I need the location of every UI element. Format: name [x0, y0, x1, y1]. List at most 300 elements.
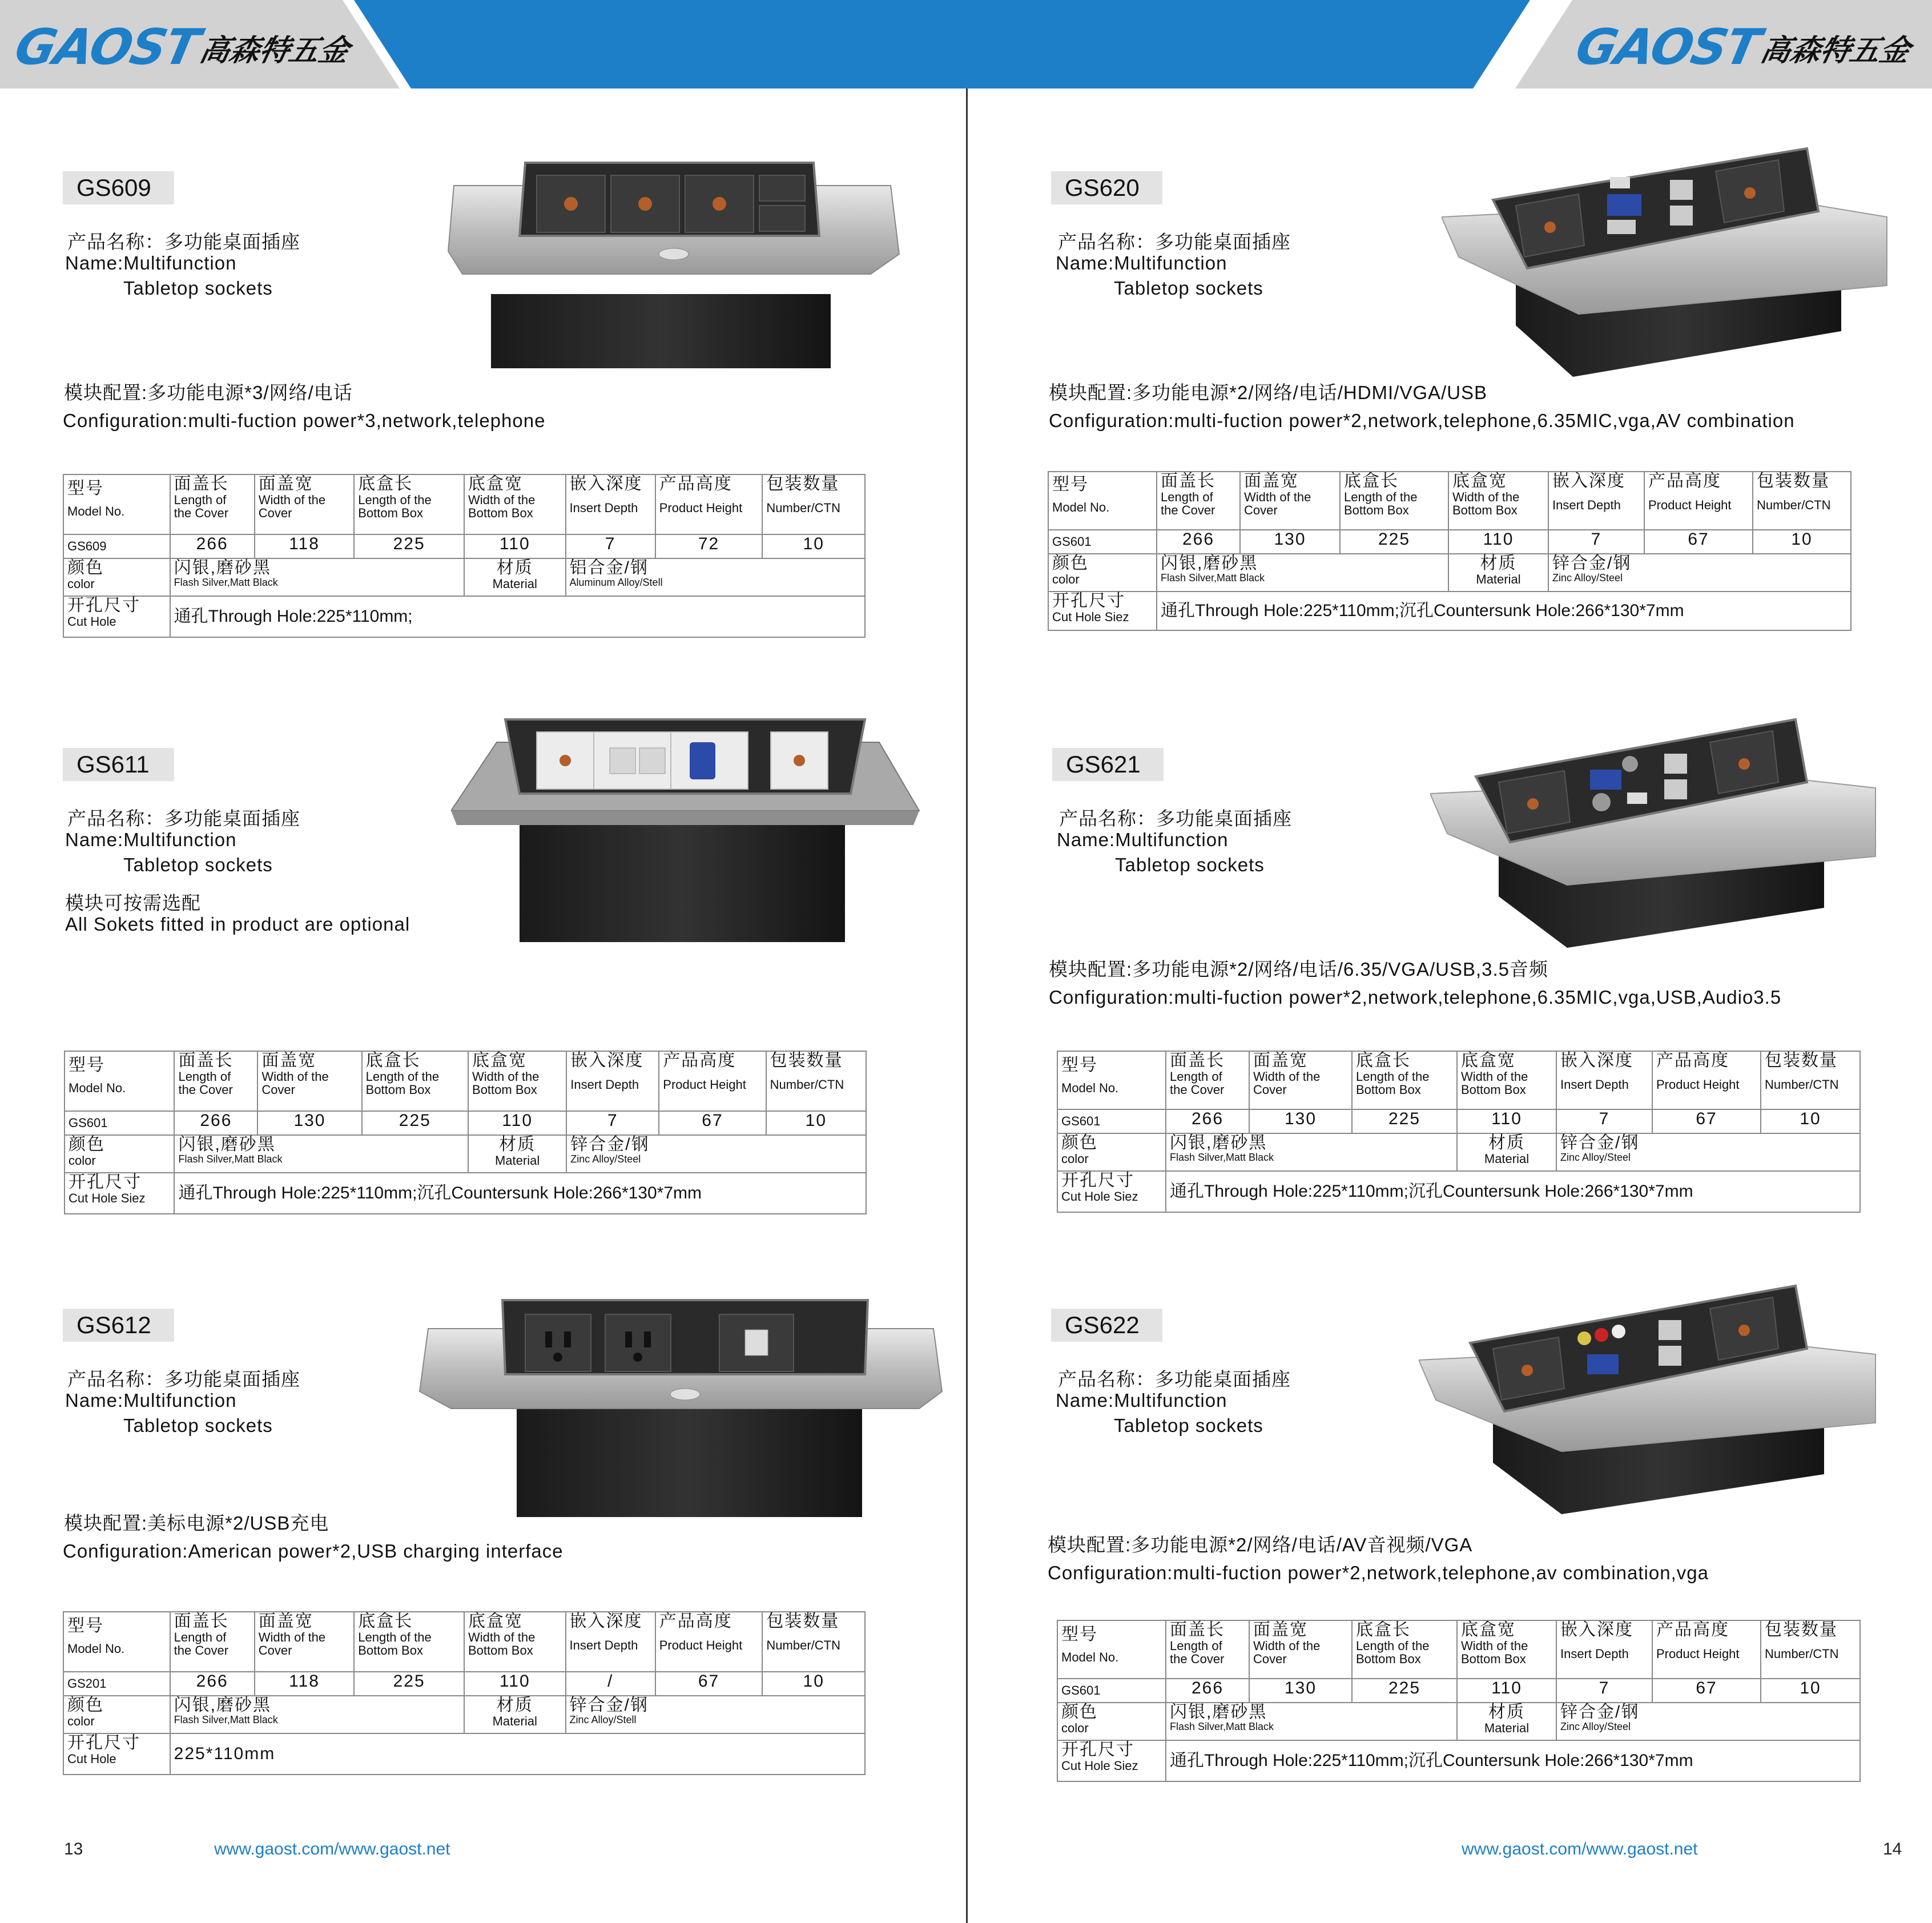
hdr-hole-zh: 开孔尺寸 [69, 1173, 142, 1192]
product-photo [1430, 697, 1881, 948]
hdr-box-width-en: Width of the [472, 1069, 540, 1084]
product-photo [1419, 1274, 1881, 1514]
material-value-zh: 铝合金/钢 [569, 558, 649, 577]
cell-cover-width: 130 [1240, 530, 1340, 554]
cell-model: GS601 [1057, 1679, 1166, 1703]
cell-box-length: 225 [1340, 530, 1448, 554]
cell-box-width: 110 [464, 534, 566, 558]
hdr-model-en: Model No. [1052, 500, 1110, 514]
config-en: Configuration:multi-fuction power*2,network,telephone,av combination,vga [1048, 1562, 1709, 1583]
hdr-cover-width-en: Width of the [1244, 489, 1311, 504]
hdr-qty-zh: 包装数量 [766, 474, 840, 493]
hdr-height-en: Product Height [659, 1638, 743, 1652]
spec-table [1048, 471, 1852, 631]
hdr-height-zh: 产品高度 [659, 1612, 732, 1631]
hdr-cover-length-zh: 面盖长 [1170, 1051, 1225, 1070]
cell-cover-length: 266 [1166, 1109, 1249, 1133]
cell-model: GS609 [63, 534, 170, 558]
material-value-zh: 锌合金/钢 [1560, 1133, 1640, 1152]
product-section-gs611 [63, 748, 919, 1233]
hdr-depth-en: Insert Depth [569, 500, 638, 515]
cell-cover-length: 266 [1157, 530, 1240, 554]
hdr-model-zh: 型号 [67, 479, 104, 498]
page-header [0, 0, 1932, 88]
hdr-height-zh: 产品高度 [1656, 1051, 1729, 1070]
product-name-en-line2: Tabletop sockets [123, 277, 273, 299]
hdr-box-length-en: Length of the [1356, 1069, 1430, 1084]
spec-table [1057, 1620, 1861, 1782]
hdr-hole-zh: 开孔尺寸 [1052, 592, 1125, 610]
cell-cover-width: 118 [255, 534, 354, 558]
config-zh: 模块配置:美标电源*2/USB充电 [64, 1512, 329, 1534]
brand-name-zh: 高森特五金 [196, 33, 353, 68]
brand-name-en: GAOST [1571, 19, 1765, 76]
hdr-qty-en: Number/CTN [766, 1638, 840, 1652]
hdr-cover-width-en-2: Cover [258, 505, 292, 520]
cell-cover-length: 266 [174, 1111, 257, 1135]
color-value-zh: 闪银,磨砂黑 [1170, 1133, 1267, 1152]
product-name-en: Name:Multifunction [1056, 1390, 1227, 1411]
hdr-color-en: color [67, 1713, 95, 1728]
cell-cover-length: 266 [170, 534, 255, 558]
product-name-en-line2: Tabletop sockets [1115, 854, 1265, 875]
material-value-zh: 锌合金/钢 [569, 1696, 649, 1715]
hdr-material-zh: 材质 [1488, 1703, 1525, 1721]
model-tag: GS609 [63, 171, 174, 204]
page-spine-divider [966, 88, 968, 1923]
hdr-height-en: Product Height [1656, 1077, 1740, 1092]
config-en: Configuration:multi-fuction power*2,network,telephone,6.35MIC,vga,USB,Audio3.5 [1049, 987, 1782, 1008]
product-name-en-line2: Tabletop sockets [1114, 1415, 1263, 1436]
product-section-gs622 [1048, 1309, 1904, 1794]
hdr-qty-zh: 包装数量 [1765, 1620, 1838, 1639]
hdr-hole-en: Cut Hole [67, 1751, 116, 1766]
hdr-box-length-zh: 底盒长 [1356, 1051, 1411, 1070]
hdr-hole-en: Cut Hole [67, 614, 116, 629]
hdr-cover-length-en-2: the Cover [1161, 502, 1215, 517]
hdr-box-width-en: Width of the [1452, 489, 1520, 504]
hdr-material-zh: 材质 [1480, 554, 1517, 573]
config-en: Configuration:multi-fuction power*2,network,telephone,6.35MIC,vga,AV combination [1049, 410, 1795, 431]
hdr-cover-length-zh: 面盖长 [1170, 1620, 1225, 1639]
hdr-color-zh: 颜色 [1061, 1703, 1098, 1721]
material-value-en: Zinc Alloy/Steel [570, 1153, 641, 1165]
website-link-left[interactable]: www.gaost.com/www.gaost.net [214, 1840, 450, 1858]
hdr-cover-length-en: Length of [174, 492, 227, 507]
cell-depth: 7 [566, 1111, 659, 1135]
hdr-color-en: color [69, 1153, 96, 1168]
hdr-box-length-en-2: Bottom Box [358, 1643, 423, 1658]
hdr-cover-width-zh: 面盖宽 [261, 1051, 317, 1070]
hdr-cover-length-en-2: the Cover [174, 505, 229, 520]
product-name-en-line2: Tabletop sockets [1114, 277, 1263, 299]
hdr-depth-en: Insert Depth [1552, 497, 1621, 512]
cell-height: 67 [1652, 1679, 1761, 1703]
hdr-cover-width-en-2: Cover [1244, 502, 1278, 517]
page-number-right: 14 [1883, 1840, 1902, 1858]
hdr-qty-en: Number/CTN [1765, 1077, 1839, 1092]
cell-cover-width: 130 [1249, 1109, 1352, 1133]
hdr-hole-zh: 开孔尺寸 [67, 596, 140, 615]
hdr-box-length-zh: 底盒长 [358, 1612, 413, 1631]
cell-height: 72 [655, 534, 763, 558]
hdr-box-width-zh: 底盒宽 [1461, 1620, 1516, 1639]
hdr-box-width-en-2: Bottom Box [468, 505, 533, 520]
cell-cover-length: 266 [1166, 1679, 1249, 1703]
hdr-cover-width-en: Width of the [1253, 1069, 1321, 1084]
hdr-hole-zh: 开孔尺寸 [1061, 1171, 1134, 1190]
hdr-material-zh: 材质 [496, 1696, 533, 1715]
optional-note-en: All Sokets fitted in product are optional [65, 914, 410, 935]
config-zh: 模块配置:多功能电源*2/网络/电话/HDMI/VGA/USB [1049, 382, 1488, 403]
hdr-qty-zh: 包装数量 [766, 1612, 840, 1631]
hdr-cover-width-en: Width of the [1253, 1638, 1321, 1653]
material-value-zh: 锌合金/钢 [570, 1135, 650, 1154]
hdr-color-zh: 颜色 [1052, 554, 1089, 573]
hdr-box-width-en: Width of the [468, 1630, 536, 1644]
cell-model: GS601 [1048, 530, 1157, 554]
product-section-gs612 [63, 1309, 919, 1794]
product-name-en: Name:Multifunction [1056, 252, 1227, 273]
cell-depth: / [566, 1672, 655, 1696]
product-section-gs621 [1048, 748, 1904, 1233]
cell-qty: 10 [766, 1111, 866, 1135]
hdr-cover-length-zh: 面盖长 [174, 474, 229, 493]
product-name-en: Name:Multifunction [1057, 829, 1229, 850]
cell-cover-width: 130 [1249, 1679, 1352, 1703]
color-value-en: Flash Silver,Matt Black [178, 1153, 283, 1165]
color-value-zh: 闪银,磨砂黑 [174, 1696, 271, 1715]
hdr-depth-en: Insert Depth [1560, 1077, 1629, 1092]
cell-box-length: 225 [354, 1672, 464, 1696]
color-value-zh: 闪银,磨砂黑 [174, 558, 271, 577]
hdr-height-en: Product Height [1656, 1646, 1740, 1661]
hdr-cover-width-zh: 面盖宽 [258, 1612, 313, 1631]
hdr-box-length-zh: 底盒长 [365, 1051, 421, 1070]
color-value-en: Flash Silver,Matt Black [174, 576, 278, 588]
hdr-model-en: Model No. [67, 1641, 125, 1656]
hdr-box-width-en-2: Bottom Box [1452, 502, 1518, 517]
cell-depth: 7 [566, 534, 655, 558]
model-tag: GS622 [1051, 1309, 1162, 1342]
cell-cover-width: 130 [257, 1111, 361, 1135]
color-value-en: Flash Silver,Matt Black [1161, 572, 1265, 584]
hdr-qty-en: Number/CTN [1765, 1646, 1839, 1661]
product-name-zh: 产品名称：多功能桌面插座 [67, 808, 300, 829]
hdr-hole-zh: 开孔尺寸 [67, 1733, 140, 1752]
hdr-depth-zh: 嵌入深度 [569, 1612, 643, 1631]
hdr-model-zh: 型号 [69, 1056, 105, 1075]
hdr-height-en: Product Height [659, 500, 743, 515]
hdr-box-length-en-2: Bottom Box [1344, 502, 1409, 517]
config-en: Configuration:multi-fuction power*3,network,telephone [63, 410, 546, 431]
hdr-cover-length-zh: 面盖长 [178, 1051, 234, 1070]
cell-qty: 10 [1753, 530, 1851, 554]
hdr-cover-width-en-2: Cover [258, 1643, 292, 1658]
hdr-cover-length-en-2: the Cover [174, 1643, 229, 1658]
model-tag: GS621 [1052, 748, 1164, 781]
page-number-left: 13 [64, 1840, 83, 1858]
hdr-qty-en: Number/CTN [766, 500, 840, 515]
hdr-box-length-en-2: Bottom Box [365, 1082, 431, 1097]
cell-depth: 7 [1556, 1109, 1652, 1133]
hdr-depth-zh: 嵌入深度 [569, 474, 643, 493]
hdr-color-zh: 颜色 [67, 1696, 104, 1715]
cell-box-width: 110 [464, 1672, 566, 1696]
cell-qty: 10 [1761, 1109, 1860, 1133]
product-photo [437, 151, 905, 374]
cell-model: GS201 [63, 1672, 170, 1696]
hdr-cover-length-en: Length of [1161, 489, 1213, 504]
hdr-material-en: Material [1476, 572, 1521, 586]
cell-box-length: 225 [1352, 1679, 1457, 1703]
hdr-cover-length-zh: 面盖长 [1161, 472, 1215, 490]
cell-box-width: 110 [1457, 1109, 1556, 1133]
spec-table [63, 1611, 866, 1775]
hdr-box-width-en-2: Bottom Box [1461, 1082, 1526, 1097]
hdr-box-length-zh: 底盒长 [358, 474, 413, 493]
spec-table [1057, 1051, 1861, 1213]
hdr-hole-en: Cut Hole Siez [1061, 1189, 1138, 1204]
hdr-material-zh: 材质 [499, 1135, 536, 1154]
product-name-zh: 产品名称：多功能桌面插座 [1058, 231, 1291, 252]
cell-box-length: 225 [354, 534, 464, 558]
color-value-zh: 闪银,磨砂黑 [1161, 554, 1258, 573]
hdr-color-en: color [1061, 1151, 1089, 1166]
hdr-material-en: Material [1484, 1720, 1530, 1735]
hdr-material-en: Material [492, 576, 537, 591]
hdr-height-en: Product Height [663, 1077, 746, 1092]
product-section-gs609 [63, 171, 919, 657]
product-name-en: Name:Multifunction [65, 829, 237, 850]
hdr-cover-width-en-2: Cover [261, 1082, 295, 1097]
hdr-box-width-en-2: Bottom Box [468, 1643, 533, 1658]
product-section-gs620 [1048, 171, 1904, 657]
hole-value: 通孔Through Hole:225*110mm; [170, 596, 865, 637]
cell-depth: 7 [1556, 1679, 1652, 1703]
material-value-en: Zinc Alloy/Steel [1560, 1720, 1631, 1732]
hdr-box-width-en-2: Bottom Box [472, 1082, 537, 1097]
hdr-cover-width-en-2: Cover [1253, 1082, 1287, 1097]
brand-logo-left [10, 19, 353, 76]
hdr-cover-width-zh: 面盖宽 [1244, 472, 1299, 490]
hdr-box-width-zh: 底盒宽 [468, 474, 523, 493]
hdr-box-length-en-2: Bottom Box [1356, 1082, 1421, 1097]
hdr-hole-en: Cut Hole Siez [1052, 609, 1129, 624]
hdr-depth-zh: 嵌入深度 [1560, 1620, 1633, 1639]
cell-qty: 10 [1761, 1679, 1860, 1703]
hdr-box-length-en-2: Bottom Box [358, 505, 423, 520]
model-tag: GS620 [1051, 171, 1162, 204]
header-blue-band [354, 0, 1530, 88]
hdr-cover-width-zh: 面盖宽 [1253, 1051, 1308, 1070]
hdr-qty-zh: 包装数量 [770, 1051, 843, 1070]
hdr-box-width-en-2: Bottom Box [1461, 1651, 1526, 1666]
hdr-box-length-en: Length of the [358, 492, 432, 507]
material-value-en: Aluminum Alloy/Stell [569, 576, 663, 588]
config-en: Configuration:American power*2,USB charging interface [63, 1540, 564, 1562]
color-value-en: Flash Silver,Matt Black [174, 1713, 278, 1725]
cell-cover-length: 266 [170, 1672, 255, 1696]
hdr-model-zh: 型号 [1061, 1056, 1098, 1075]
hdr-color-zh: 颜色 [1061, 1133, 1098, 1152]
material-value-zh: 锌合金/钢 [1552, 554, 1632, 573]
hdr-box-length-en: Length of the [1344, 489, 1418, 504]
config-zh: 模块配置:多功能电源*2/网络/电话/AV音视频/VGA [1048, 1534, 1473, 1555]
spec-table [64, 1051, 867, 1214]
hdr-model-en: Model No. [67, 504, 125, 518]
hdr-box-length-zh: 底盒长 [1356, 1620, 1411, 1639]
hdr-color-zh: 颜色 [67, 558, 104, 577]
hdr-depth-zh: 嵌入深度 [570, 1051, 644, 1070]
product-name-zh: 产品名称：多功能桌面插座 [1058, 1369, 1291, 1390]
hdr-height-zh: 产品高度 [663, 1051, 736, 1070]
product-name-zh: 产品名称：多功能桌面插座 [67, 231, 300, 252]
hdr-material-zh: 材质 [496, 558, 533, 577]
hdr-material-en: Material [494, 1153, 540, 1168]
cell-height: 67 [655, 1672, 763, 1696]
hdr-cover-width-zh: 面盖宽 [258, 474, 313, 493]
hdr-cover-length-en-2: the Cover [1170, 1651, 1225, 1666]
product-name-zh: 产品名称：多功能桌面插座 [67, 1369, 300, 1390]
optional-note-zh: 模块可按需选配 [65, 892, 201, 914]
hdr-color-en: color [1061, 1720, 1089, 1735]
cell-model: GS601 [1057, 1109, 1166, 1133]
hdr-cover-length-en-2: the Cover [1170, 1082, 1225, 1097]
product-name-en: Name:Multifunction [65, 1390, 237, 1411]
brand-logo-right [1571, 19, 1914, 76]
cell-qty: 10 [762, 534, 865, 558]
brand-name-zh: 高森特五金 [1757, 33, 1914, 68]
hdr-cover-length-zh: 面盖长 [174, 1612, 229, 1631]
hdr-box-width-zh: 底盒宽 [472, 1051, 528, 1070]
hdr-color-en: color [1052, 572, 1080, 586]
product-name-en-line2: Tabletop sockets [123, 854, 273, 875]
hdr-hole-zh: 开孔尺寸 [1061, 1740, 1134, 1759]
hdr-box-length-en-2: Bottom Box [1356, 1651, 1421, 1666]
hdr-cover-width-zh: 面盖宽 [1253, 1620, 1308, 1639]
cell-height: 67 [1652, 1109, 1761, 1133]
cell-height: 67 [659, 1111, 766, 1135]
material-value-en: Zinc Alloy/Stell [569, 1713, 637, 1725]
hdr-material-zh: 材质 [1488, 1133, 1525, 1152]
hdr-color-en: color [67, 576, 95, 591]
hdr-cover-length-en: Length of [1170, 1638, 1222, 1653]
hdr-depth-en: Insert Depth [570, 1077, 639, 1092]
hdr-box-width-zh: 底盒宽 [468, 1612, 523, 1631]
hdr-box-width-zh: 底盒宽 [1452, 472, 1507, 490]
hdr-box-width-en: Width of the [1461, 1638, 1528, 1653]
hdr-depth-en: Insert Depth [569, 1638, 638, 1652]
product-name-zh: 产品名称：多功能桌面插座 [1059, 808, 1292, 829]
cell-box-length: 225 [362, 1111, 468, 1135]
hdr-box-length-en: Length of the [365, 1069, 440, 1084]
config-zh: 模块配置:多功能电源*3/网络/电话 [64, 382, 353, 403]
color-value-zh: 闪银,磨砂黑 [1170, 1703, 1267, 1721]
hdr-qty-zh: 包装数量 [1757, 472, 1830, 490]
hdr-box-width-en: Width of the [1461, 1069, 1528, 1084]
model-tag: GS612 [63, 1309, 174, 1342]
hole-value: 通孔Through Hole:225*110mm;沉孔Countersunk Hole:266*130*7mm [1166, 1740, 1860, 1781]
cell-box-width: 110 [1448, 530, 1548, 554]
hole-value: 通孔Through Hole:225*110mm;沉孔Countersunk Hole:266*130*7mm [1166, 1171, 1860, 1212]
cell-box-width: 110 [468, 1111, 566, 1135]
hdr-qty-zh: 包装数量 [1765, 1051, 1838, 1070]
hdr-material-en: Material [1484, 1151, 1530, 1166]
cell-box-width: 110 [1457, 1679, 1556, 1703]
hdr-cover-length-en: Length of [178, 1069, 231, 1084]
product-photo [451, 708, 953, 948]
hdr-color-zh: 颜色 [69, 1135, 105, 1154]
website-link-right[interactable]: www.gaost.com/www.gaost.net [1462, 1840, 1698, 1858]
hdr-cover-width-en: Width of the [261, 1069, 329, 1084]
hdr-box-length-en: Length of the [358, 1630, 432, 1644]
hdr-model-zh: 型号 [67, 1616, 104, 1635]
cell-cover-width: 118 [255, 1672, 354, 1696]
material-value-en: Zinc Alloy/Steel [1560, 1151, 1631, 1163]
product-photo [417, 1294, 953, 1523]
hdr-model-en: Model No. [69, 1080, 126, 1095]
hdr-depth-zh: 嵌入深度 [1552, 472, 1625, 490]
product-photo [1442, 137, 1893, 377]
cell-depth: 7 [1548, 530, 1644, 554]
hdr-material-en: Material [492, 1713, 537, 1728]
hdr-height-zh: 产品高度 [659, 474, 732, 493]
cell-box-length: 225 [1352, 1109, 1457, 1133]
cell-model: GS601 [65, 1111, 174, 1135]
hdr-depth-zh: 嵌入深度 [1560, 1051, 1633, 1070]
brand-name-en: GAOST [10, 19, 204, 76]
hdr-box-length-en: Length of the [1356, 1638, 1430, 1653]
hdr-cover-width-en-2: Cover [1253, 1651, 1287, 1666]
cell-qty: 10 [762, 1672, 865, 1696]
hdr-model-en: Model No. [1061, 1650, 1119, 1664]
hdr-box-length-zh: 底盒长 [1344, 472, 1399, 490]
hdr-qty-en: Number/CTN [770, 1077, 844, 1092]
product-name-en: Name:Multifunction [65, 252, 237, 273]
color-value-zh: 闪银,磨砂黑 [178, 1135, 276, 1154]
hdr-model-en: Model No. [1061, 1080, 1119, 1095]
hdr-model-zh: 型号 [1061, 1625, 1098, 1644]
hdr-qty-en: Number/CTN [1757, 497, 1831, 512]
hdr-depth-en: Insert Depth [1560, 1646, 1629, 1661]
hdr-cover-length-en-2: the Cover [178, 1082, 233, 1097]
hdr-cover-length-en: Length of [174, 1630, 227, 1644]
hdr-hole-en: Cut Hole Siez [69, 1190, 146, 1205]
config-zh: 模块配置:多功能电源*2/网络/电话/6.35/VGA/USB,3.5音频 [1049, 959, 1549, 980]
hdr-height-en: Product Height [1648, 497, 1732, 512]
product-name-en-line2: Tabletop sockets [123, 1415, 273, 1436]
hdr-height-zh: 产品高度 [1648, 472, 1721, 490]
material-value-zh: 锌合金/钢 [1560, 1703, 1640, 1721]
hdr-hole-en: Cut Hole Siez [1061, 1758, 1138, 1773]
spec-table [63, 474, 866, 638]
hdr-cover-width-en: Width of the [258, 492, 326, 507]
hdr-cover-length-en: Length of [1170, 1069, 1222, 1084]
material-value-en: Zinc Alloy/Steel [1552, 572, 1623, 584]
color-value-en: Flash Silver,Matt Black [1170, 1720, 1274, 1732]
hole-value: 通孔Through Hole:225*110mm;沉孔Countersunk Hole:266*130*7mm [174, 1173, 866, 1214]
hdr-box-width-zh: 底盒宽 [1461, 1051, 1516, 1070]
hdr-box-width-en: Width of the [468, 492, 536, 507]
cell-height: 67 [1644, 530, 1753, 554]
hdr-height-zh: 产品高度 [1656, 1620, 1729, 1639]
model-tag: GS611 [63, 748, 174, 781]
hdr-cover-width-en: Width of the [258, 1630, 326, 1644]
color-value-en: Flash Silver,Matt Black [1170, 1151, 1274, 1163]
hole-value: 通孔Through Hole:225*110mm;沉孔Countersunk Hole:266*130*7mm [1157, 592, 1851, 630]
hdr-model-zh: 型号 [1052, 475, 1089, 494]
